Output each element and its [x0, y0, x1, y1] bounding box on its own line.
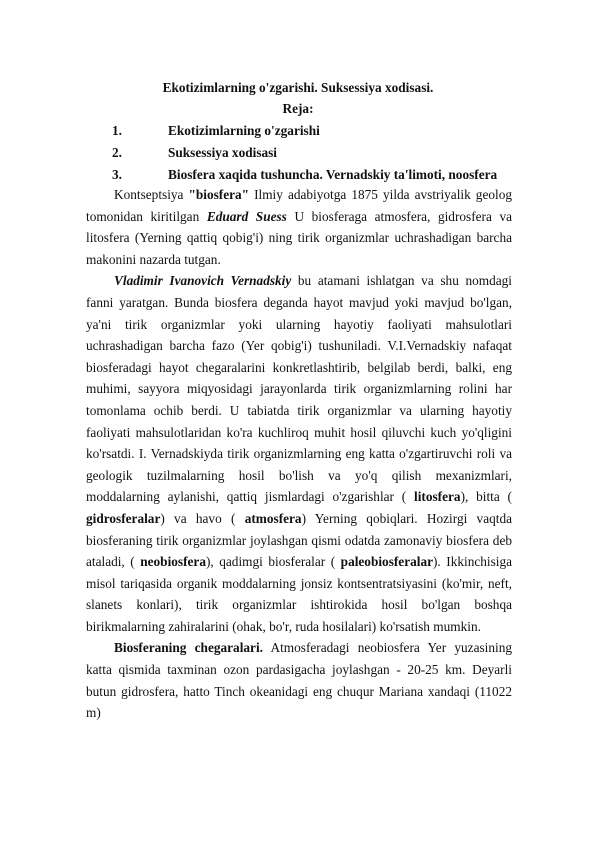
term-neobiosfera: neobiosfera [140, 554, 206, 570]
text-run: ) Yerning qobiqlari. Hozirgi vaqtda biosferaning tirik organizmlar joylashgan qismi odatda zamonaviy biosfera deb ataladi, ( [86, 510, 512, 570]
plan-item-number: 3. [112, 167, 122, 182]
term-biosfera: "biosfera" [188, 187, 250, 202]
document-title: Ekotizimlarning o'zgarishi. Suksessiya xodisasi. [162, 80, 434, 95]
text-run: bu atamani ishlatgan va shu nomdagi fanni yaratgan. Bunda biosfera deganda hayot mavjud yoki mavjud bo'lgan, ya'ni tirik organizmlar yoki ularning hayotiy faoliyati mahsulotlari uchrashadigan barcha fazo (Yer qobig'i) tushuniladi. V.I.Vernadskiy nafaqat biosferadagi hayot chegaralarini konkretlashtirib, belgilab berdi, balki, eng muhimi, sayyora miqyosidagi jarayonlarda tirik organizmlarning rolini har tomonlama ochib berdi. U tabiatda tirik organizmlar va ularning hayotiy faoliyati mahsulotlaridan ko'ra kuchliroq muhit hosil qiluvchi kuch yo'qligini ko'rsatdi. I. Vernadskiyda tirik organizmlarning eng katta o'zgartiruvchi roli va geologik tuzilmalarning hosil bo'lish va yo'q qilish mexanizmlari, moddalarning aylanishi, qattiq jismlardagi o'zgarishlar ( [86, 273, 512, 505]
text-run: Kontseptsiya [114, 187, 189, 202]
term-gidrosfera: gidrosferalar [86, 510, 161, 526]
plan-heading: Reja: [282, 101, 314, 116]
term-paleobiosfera: paleobiosferalar [340, 554, 433, 570]
paragraph-biosfera-concept [86, 184, 512, 270]
text-run: Ilmiy adabiyotga 1875 yilda avstriyalik geolog tomonidan kiritilgan [86, 187, 512, 224]
term-litosfera: litosfera [414, 489, 461, 505]
plan-item-number: 1. [112, 123, 122, 138]
text-run: ), bitta ( [460, 489, 512, 505]
plan-item-text: Biosfera xaqida tushuncha. Vernadskiy ta'limoti, noosfera [168, 167, 498, 182]
plan-item-3 [112, 167, 497, 183]
person-name: Vladimir Ivanovich Vernadskiy [114, 273, 292, 289]
document-body [86, 184, 512, 724]
plan-item-text: Suksessiya xodisasi [168, 145, 278, 160]
plan-item-1 [112, 123, 320, 139]
text-run: Atmosferadagi neobiosfera Yer yuzasining katta qismida taxminan ozon pardasigacha joylashgan - 20-25 km. Deyarli butun gidrosfera, hatto Tinch okeanidagi eng chuqur Mariana xandaqi (11022 m) [86, 640, 512, 721]
text-run: U biosferaga atmosfera, gidrosfera va litosfera (Yerning qattiq qobig'i) ning tirik organizmlar uchrashadigan barcha makonini nazarda tutgan. [86, 208, 513, 267]
text-run: ) va havo ( [160, 510, 245, 526]
text-run: ). Ikkinchisiga misol tariqasida organik moddalarning jonsiz kontsentratsiyasini (ko'mir, neft, slanets konlari), tirik organizmlar ishtirokida hosil bo'lgan boshqa birikmalarning zahiralarini (ohak, bo'r, ruda hosilalari) ko'rsatish mumkin. [86, 554, 513, 634]
plan-item-text: Ekotizimlarning o'zgarishi [168, 123, 320, 138]
text-run: ), qadimgi biosferalar ( [205, 554, 341, 570]
term-atmosfera: atmosfera [244, 510, 302, 526]
person-name: Eduard Suess [206, 208, 287, 224]
plan-item-number: 2. [112, 145, 122, 160]
paragraph-vernadskiy [86, 270, 512, 637]
section-heading-boundaries: Biosferaning chegaralari. [114, 640, 263, 656]
plan-item-2 [112, 145, 277, 161]
paragraph-boundaries [86, 637, 512, 723]
